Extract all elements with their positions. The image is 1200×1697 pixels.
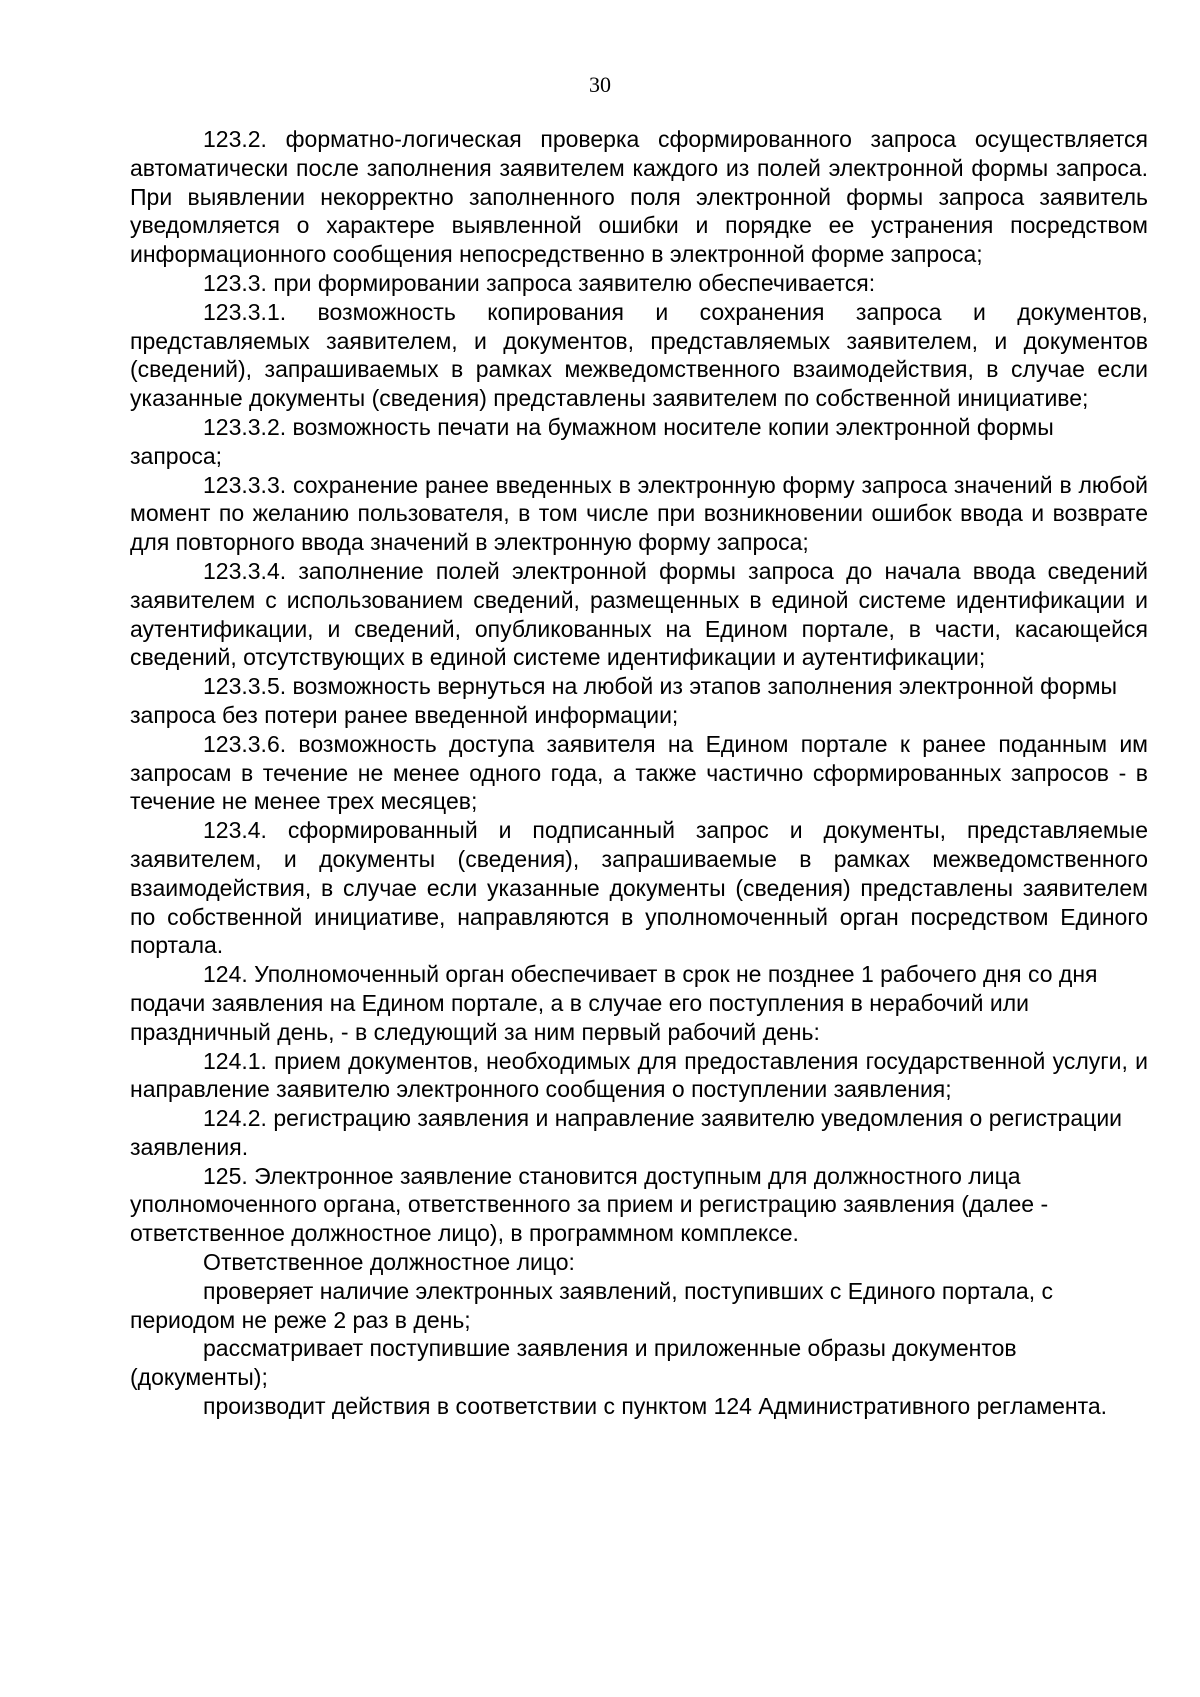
- paragraph: 123.3.4. заполнение полей электронной формы запроса до начала ввода сведений заявителем с использованием сведений, размещенных в единой системе идентификации и аутентификации, и сведений, опубликованных на Едином портале, в части, касающейся сведений, отсутствующих в единой системе идентификации и аутентификации;: [130, 557, 1148, 671]
- paragraph: 124.1. прием документов, необходимых для предоставления государственной услуги, и направление заявителю электронного сообщения о поступлении заявления;: [130, 1047, 1148, 1103]
- page-number: 30: [589, 72, 611, 97]
- paragraph: 123.3.1. возможность копирования и сохранения запроса и документов, представляемых заявителем, и документов, представляемых заявителем, и документов (сведений), запрашиваемых в рамках межведомственного взаимодействия, в случае если указанные документы (сведения) представлены заявителем по собственной инициативе;: [130, 298, 1148, 412]
- paragraph: рассматривает поступившие заявления и приложенные образы документов (документы);: [130, 1335, 1017, 1391]
- paragraph: 123.4. сформированный и подписанный запрос и документы, представляемые заявителем, и документы (сведения), запрашиваемые в рамках межведомственного взаимодействия, в случае если указанные документы (сведения) представлены заявителем по собственной инициативе, направляются в уполномоченный орган посредством Единого портала.: [130, 817, 1148, 959]
- paragraph: проверяет наличие электронных заявлений, поступивших с Единого портала, с периодом не реже 2 раз в день;: [130, 1277, 1053, 1333]
- paragraph: 123.3.5. возможность вернуться на любой из этапов заполнения электронной формы запроса без потери ранее введенной информации;: [130, 673, 1118, 728]
- paragraph: 125. Электронное заявление становится доступным для должностного лица уполномоченного органа, ответственного за прием и регистрацию заявления (далее - ответственное должностное лицо), в программном комплексе.: [130, 1162, 1049, 1247]
- paragraph: производит действия в соответствии с пунктом 124 Административного регламента.: [203, 1393, 1108, 1420]
- paragraph: 123.2. форматно-логическая проверка сформированного запроса осуществляется автоматически после заполнения заявителем каждого из полей электронной формы запроса. При выявлении некорректно заполненного поля электронной формы запроса заявитель уведомляется о характере выявленной ошибки и порядке ее устранения посредством информационного сообщения непосредственно в электронной форме запроса;: [130, 126, 1148, 268]
- paragraph: 123.3.6. возможность доступа заявителя на Едином портале к ранее поданным им запросам в течение не менее одного года, а также частично сформированных запросов - в течение не менее трех месяцев;: [130, 730, 1148, 815]
- paragraph: Ответственное должностное лицо:: [203, 1249, 575, 1276]
- paragraph: 124. Уполномоченный орган обеспечивает в срок не позднее 1 рабочего дня со дня подачи заявления на Едином портале, а в случае его поступления в нерабочий или праздничный день, - в следующий за ним первый рабочий день:: [130, 961, 1098, 1045]
- paragraph: 123.3. при формировании запроса заявителю обеспечивается:: [203, 269, 876, 296]
- paragraph: 123.3.3. сохранение ранее введенных в электронную форму запроса значений в любой момент по желанию пользователя, в том числе при возникновении ошибок ввода и возврате для повторного ввода значений в электронную форму запроса;: [130, 471, 1148, 556]
- paragraph: 123.3.2. возможность печати на бумажном носителе копии электронной формы запроса;: [130, 413, 1054, 469]
- paragraph: 124.2. регистрацию заявления и направление заявителю уведомления о регистрации заявления.: [130, 1105, 1123, 1160]
- document-body: [130, 125, 1148, 1421]
